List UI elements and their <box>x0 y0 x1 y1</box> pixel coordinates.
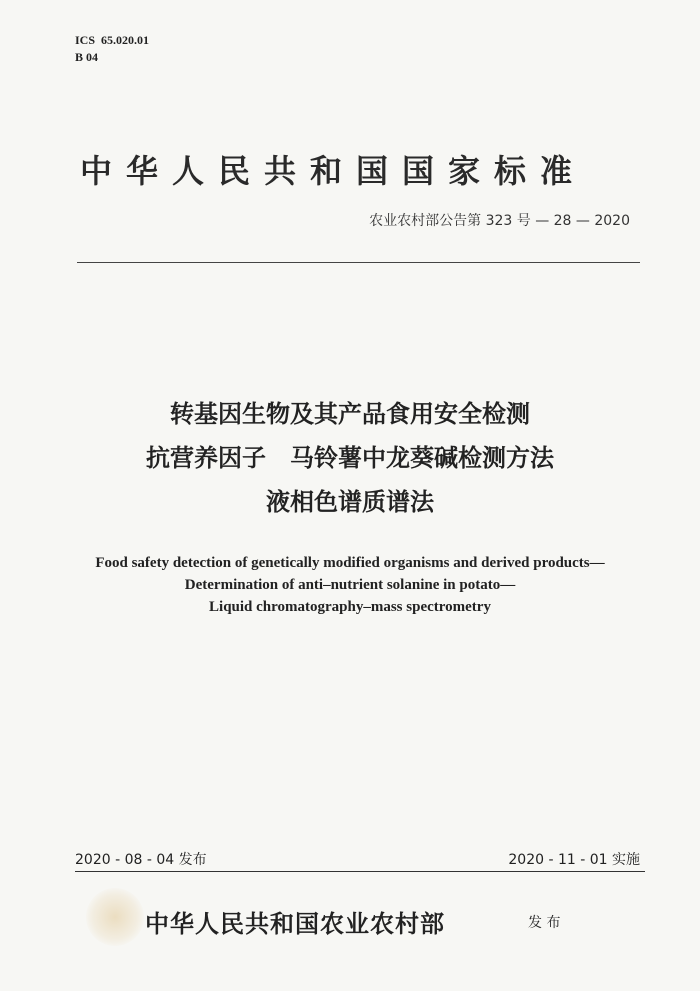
english-title-line-1: Food safety detection of genetically modified organisms and derived products— <box>95 555 605 571</box>
english-title <box>0 552 700 618</box>
standard-number: 农业农村部公告第 323 号 — 28 — 2020 <box>369 213 630 229</box>
footer-divider <box>75 871 645 872</box>
chinese-title-line-3: 液相色谱质谱法 <box>266 488 434 516</box>
chinese-title-line-1: 转基因生物及其产品食用安全检测 <box>170 400 530 428</box>
issue-date: 2020 - 08 - 04 发布 <box>75 852 207 868</box>
ccs-code: B 04 <box>75 50 99 64</box>
header-divider <box>77 262 640 263</box>
issuing-label: 发 布 <box>528 915 561 931</box>
chinese-title-line-2: 抗营养因子 马铃薯中龙葵碱检测方法 <box>146 444 554 472</box>
national-standard-title: 中华人民共和国国家标准 <box>80 152 587 190</box>
chinese-title <box>0 392 700 524</box>
implementation-date: 2020 - 11 - 01 实施 <box>508 852 640 868</box>
issuing-authority: 中华人民共和国农业农村部 <box>145 909 445 938</box>
english-title-line-2: Determination of anti–nutrient solanine in potato— <box>184 577 516 593</box>
classification-codes <box>75 32 149 66</box>
english-title-line-3: Liquid chromatography–mass spectrometry <box>209 599 491 615</box>
ics-code: ICS 65.020.01 <box>75 33 150 47</box>
seal-mark <box>86 888 144 946</box>
